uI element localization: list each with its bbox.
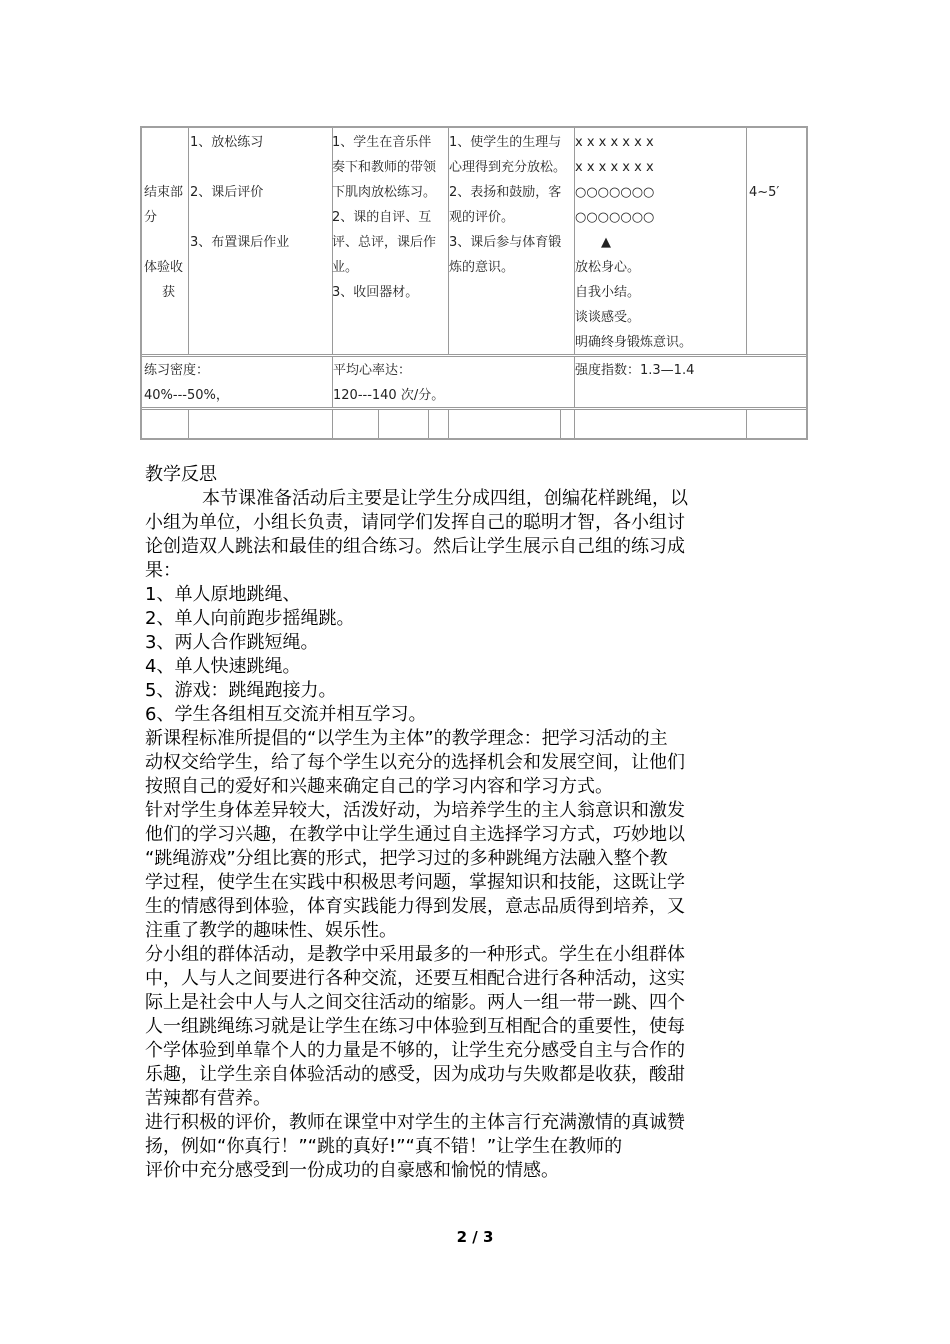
reflection-line: 动权交给学生，给了每个学生以充分的选择机会和发展空间，让他们 <box>145 752 685 773</box>
content-line <box>190 155 289 180</box>
heartrate-label: 平均心率达： <box>333 363 412 378</box>
goal-cell <box>449 130 566 280</box>
reflection-line: 生的情感得到体验，体育实践能力得到发展，意志品质得到培养，又 <box>145 896 685 917</box>
reflection-line: 6、学生各组相互交流并相互学习。 <box>145 704 427 725</box>
goal-line: 1、使学生的生理与 <box>449 135 562 150</box>
reflection-line: 针对学生身体差异较大，活泼好动，为培养学生的主人翁意识和激发 <box>145 800 685 821</box>
reflection-line: 分小组的群体活动，是教学中采用最多的一种形式。学生在小组群体 <box>145 944 685 965</box>
density-cell <box>144 358 229 408</box>
teacher-line: 3、收回器材。 <box>332 285 419 300</box>
stage-cell <box>144 180 183 305</box>
reflection-line: 评价中充分感受到一份成功的自豪感和愉悦的情感。 <box>145 1160 559 1181</box>
density-value: 40%---50%， <box>144 388 229 403</box>
formation-line: ○○○○○○○ <box>575 210 655 225</box>
formation-line: 放松身心。 <box>575 260 641 275</box>
reflection-line: 中，人与人之间要进行各种交流，还要互相配合进行各种活动，这实 <box>145 968 685 989</box>
reflection-line: 果： <box>145 560 181 581</box>
reflection-line: “跳绳游戏”分组比赛的形式，把学习过的多种跳绳方法融入整个教 <box>145 848 668 869</box>
reflection-line: 扬，例如“你真行！”“跳的真好!”“真不错！”让学生在教师的 <box>145 1136 623 1157</box>
reflection-line: 5、游戏：跳绳跑接力。 <box>145 680 337 701</box>
reflection-line: 人一组跳绳练习就是让学生在练习中体验到互相配合的重要性，使每 <box>145 1016 685 1037</box>
reflection-line: 注重了教学的趣味性、娱乐性。 <box>145 920 397 941</box>
time-value: 4~5′ <box>749 185 780 200</box>
reflection-line: 进行积极的评价，教师在课堂中对学生的主体言行充满激情的真诚赞 <box>145 1112 685 1133</box>
formation-line: ○○○○○○○ <box>575 185 655 200</box>
reflection-intro: 本节课准备活动后主要是让学生分成四组，创编花样跳绳，以 <box>202 488 688 509</box>
formation-line: 自我小结。 <box>575 285 641 300</box>
reflection-line: 学过程，使学生在实践中积极思考问题，掌握知识和技能，这既让学 <box>145 872 685 893</box>
reflection-line: 际上是社会中人与人之间交往活动的缩影。两人一组一带一跳、四个 <box>145 992 685 1013</box>
formation-line: 谈谈感受。 <box>575 310 641 325</box>
teacher-line: 评、总评，课后作 <box>332 235 437 250</box>
content-line <box>190 205 289 230</box>
stage-line: 分 <box>144 210 158 225</box>
reflection-line: 苦辣都有营养。 <box>145 1088 271 1109</box>
reflection-line: 新课程标准所提倡的“以学生为主体”的教学理念：把学习活动的主 <box>145 728 668 749</box>
goal-line: 观的评价。 <box>449 210 515 225</box>
teacher-line: 下肌肉放松练习。 <box>332 185 437 200</box>
teacher-line: 1、学生在音乐伴 <box>332 135 432 150</box>
intensity-cell <box>575 358 694 383</box>
reflection-line: 个学体验到单靠个人的力量是不够的，让学生充分感受自主与合作的 <box>145 1040 685 1061</box>
reflection-line: 小组为单位，小组长负责，请同学们发挥自己的聪明才智，各小组讨 <box>145 512 685 533</box>
reflection-line: 1、单人原地跳绳、 <box>145 584 301 605</box>
content-line: 1、放松练习 <box>190 135 264 150</box>
content-line: 3、布置课后作业 <box>190 235 290 250</box>
formation-line: 明确终身锻炼意识。 <box>575 335 693 350</box>
goal-line: 2、表扬和鼓励，客 <box>449 185 562 200</box>
reflection-line: 乐趣，让学生亲自体验活动的感受，因为成功与失败都是收获，酸甜 <box>145 1064 685 1085</box>
reflection-line: 2、单人向前跑步摇绳跳。 <box>145 608 355 629</box>
goal-line: 3、课后参与体育锻 <box>449 235 562 250</box>
reflection-line: 按照自己的爱好和兴趣来确定自己的学习内容和学习方式。 <box>145 776 613 797</box>
goal-line: 心理得到充分放松。 <box>449 160 567 175</box>
formation-line: x x x x x x x <box>575 160 654 175</box>
teacher-line: 2、课的自评、互 <box>332 210 432 225</box>
intensity-value: 强度指数：1.3—1.4 <box>575 363 695 378</box>
teacher-line: 业。 <box>332 260 359 275</box>
teacher-activity-cell <box>332 130 436 305</box>
content-cell <box>190 130 289 255</box>
formation-line: x x x x x x x <box>575 135 654 150</box>
reflection-line: 论创造双人跳法和最佳的组合练习。然后让学生展示自己组的练习成 <box>145 536 685 557</box>
content-line: 2、课后评价 <box>190 185 264 200</box>
goal-line: 炼的意识。 <box>449 260 515 275</box>
page-indicator: 2 / 3 <box>456 1228 494 1246</box>
lesson-plan-table <box>140 126 808 440</box>
formation-cell <box>575 130 692 355</box>
time-cell <box>749 180 779 205</box>
stage-line <box>144 230 183 255</box>
teacher-position-icon: ▲ <box>601 235 611 250</box>
teacher-line: 奏下和教师的带领 <box>332 160 437 175</box>
reflection-heading: 教学反思 <box>145 464 217 485</box>
heartrate-cell <box>333 358 444 408</box>
stage-line: 结束部 <box>144 185 184 200</box>
density-label: 练习密度： <box>144 363 210 378</box>
reflection-line: 4、单人快速跳绳。 <box>145 656 301 677</box>
heartrate-value: 120---140 次/分。 <box>333 388 445 403</box>
reflection-line: 3、两人合作跳短绳。 <box>145 632 319 653</box>
stage-line: 体验收 <box>144 260 184 275</box>
reflection-section <box>145 463 810 1183</box>
reflection-line: 他们的学习兴趣，在教学中让学生通过自主选择学习方式，巧妙地以 <box>145 824 685 845</box>
stage-line: 获 <box>162 285 176 300</box>
